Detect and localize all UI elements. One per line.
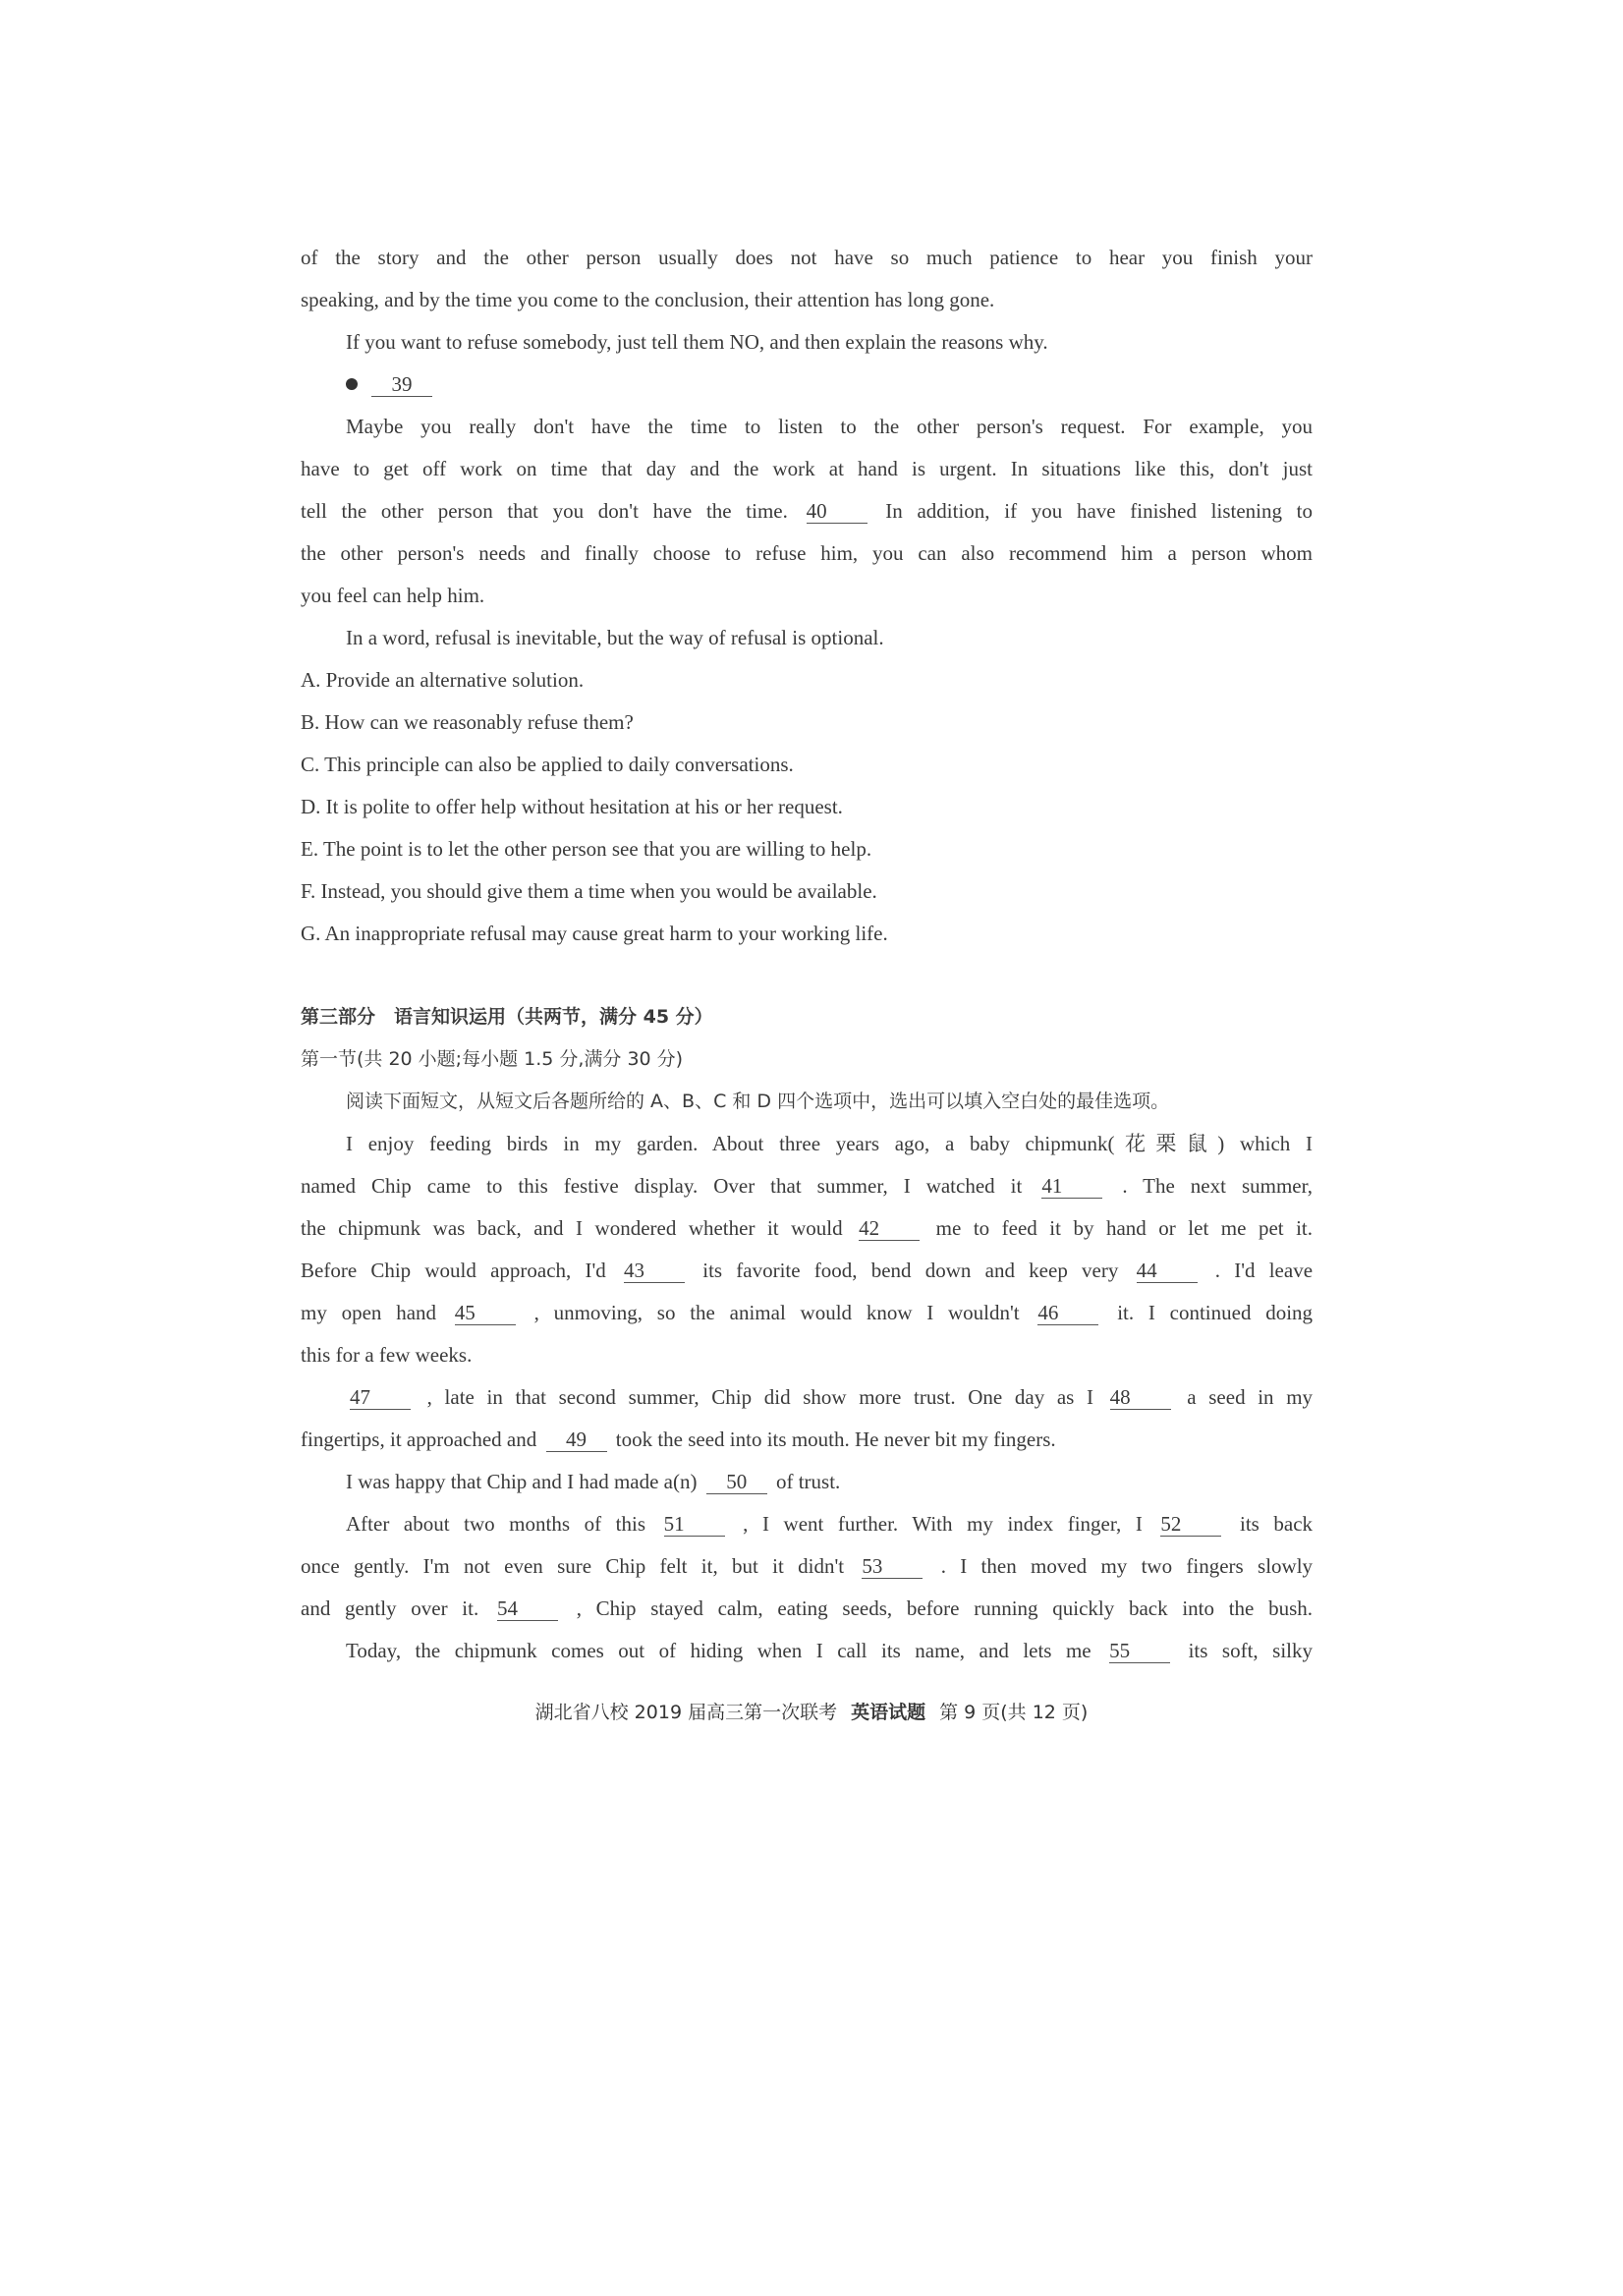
text-fragment: . The next summer, [1122, 1174, 1314, 1198]
option-d: D. It is polite to offer help without hesitation at his or her request. [301, 795, 843, 818]
text-fragment: fingertips, it approached and [301, 1428, 537, 1451]
cloze-line [346, 1467, 1358, 1496]
text-fragment: took the seed into its mouth. He never bit my fingers. [615, 1428, 1056, 1451]
text-fragment: its favorite food, bend down and keep very [702, 1259, 1119, 1282]
text-fragment: my open hand [301, 1301, 437, 1324]
text-fragment: and gently over it. [301, 1596, 479, 1620]
text-fragment: it. I continued doing [1117, 1301, 1314, 1324]
blank-42: 42 [859, 1216, 920, 1241]
cloze-line [301, 1171, 1313, 1201]
blank-40: 40 [807, 499, 867, 524]
passage-line: of the story and the other person usually does not have so much patience to hear you finish your [301, 246, 1313, 269]
blank-47: 47 [350, 1385, 411, 1410]
text-fragment: of trust. [775, 1470, 841, 1493]
blank-51: 51 [664, 1512, 725, 1537]
option-e: E. The point is to let the other person see that you are willing to help. [301, 837, 872, 861]
cloze-line [346, 1636, 1313, 1665]
text-fragment: Today, the chipmunk comes out of hiding when I call its name, and lets me [346, 1639, 1091, 1662]
section-heading: 第三部分 语言知识运用（共两节，满分 45 分） [301, 1006, 713, 1028]
option-f: F. Instead, you should give them a time when you would be available. [301, 879, 877, 903]
cloze-line [346, 1509, 1313, 1539]
bullet-icon [346, 378, 358, 390]
cloze-line [301, 1551, 1313, 1581]
passage-line: have to get off work on time that day and the work at hand is urgent. In situations like this, don't just [301, 457, 1313, 480]
blank-55: 55 [1109, 1639, 1170, 1663]
cloze-line [301, 1213, 1313, 1243]
blank-45: 45 [455, 1301, 516, 1325]
cloze-line [301, 1298, 1313, 1327]
cloze-line [301, 1425, 1313, 1454]
blank-44: 44 [1137, 1259, 1198, 1283]
text-fragment: me to feed it by hand or let me pet it. [935, 1216, 1314, 1240]
cloze-line [301, 1256, 1313, 1285]
cloze-line [301, 1594, 1313, 1623]
blank-43: 43 [624, 1259, 685, 1283]
cloze-line: I enjoy feeding birds in my garden. About three years ago, a baby chipmunk(花栗鼠) which I [346, 1132, 1313, 1155]
text-fragment: once gently. I'm not even sure Chip felt it, but it didn't [301, 1554, 845, 1578]
blank-49: 49 [546, 1428, 607, 1452]
option-b: B. How can we reasonably refuse them? [301, 710, 634, 734]
section-instruction: 阅读下面短文，从短文后各题所给的 A、B、C 和 D 四个选项中，选出可以填入空白处的最佳选项。 [346, 1091, 1170, 1112]
passage-line: the other person's needs and finally choose to refuse him, you can also recommend him a person whom [301, 541, 1313, 565]
page-footer [0, 1698, 1623, 1724]
exam-name: 湖北省八校 2019 届高三第一次联考 [534, 1702, 838, 1723]
passage-line: speaking, and by the time you come to the conclusion, their attention has long gone. [301, 288, 995, 311]
passage-line: you feel can help him. [301, 584, 485, 607]
text-fragment: its soft, silky [1188, 1639, 1313, 1662]
passage-line: If you want to refuse somebody, just tell them NO, and then explain the reasons why. [346, 330, 1048, 354]
text-fragment: In addition, if you have finished listening to [885, 499, 1314, 523]
text-fragment: the chipmunk was back, and I wondered whether it would [301, 1216, 843, 1240]
blank-52: 52 [1160, 1512, 1221, 1537]
text-fragment: Before Chip would approach, I'd [301, 1259, 606, 1282]
blank-39: 39 [371, 372, 432, 397]
blank-41: 41 [1041, 1174, 1102, 1199]
text-fragment: its back [1239, 1512, 1314, 1536]
text-fragment: , unmoving, so the animal would know I wouldn't [533, 1301, 1020, 1324]
text-fragment: , Chip stayed calm, eating seeds, before running quickly back into the bush. [576, 1596, 1314, 1620]
text-fragment: , late in that second summer, Chip did show more trust. One day as I [426, 1385, 1093, 1409]
option-c: C. This principle can also be applied to daily conversations. [301, 753, 794, 776]
passage-line: In a word, refusal is inevitable, but the way of refusal is optional. [346, 626, 884, 649]
option-a: A. Provide an alternative solution. [301, 668, 585, 692]
text-fragment: I was happy that Chip and I had made a(n) [346, 1470, 698, 1493]
blank-50: 50 [706, 1470, 767, 1494]
passage-line [301, 496, 1313, 526]
section-subheading: 第一节(共 20 小题;每小题 1.5 分,满分 30 分) [301, 1048, 684, 1070]
cloze-line: this for a few weeks. [301, 1343, 473, 1367]
text-fragment: , I went further. With my index finger, I [743, 1512, 1143, 1536]
passage-line: Maybe you really don't have the time to listen to the other person's request. For example, you [346, 415, 1313, 438]
text-fragment: After about two months of this [346, 1512, 645, 1536]
blank-53: 53 [862, 1554, 923, 1579]
text-fragment: . I then moved my two fingers slowly [940, 1554, 1314, 1578]
text-fragment: a seed in my [1187, 1385, 1314, 1409]
text-fragment: named Chip came to this festive display. Over that summer, I watched it [301, 1174, 1023, 1198]
cloze-line [346, 1382, 1313, 1412]
option-g: G. An inappropriate refusal may cause great harm to your working life. [301, 922, 888, 945]
text-fragment: tell the other person that you don't have the time. [301, 499, 788, 523]
subject-name: 英语试题 [851, 1702, 926, 1723]
blank-46: 46 [1037, 1301, 1098, 1325]
blank-48: 48 [1110, 1385, 1171, 1410]
heading-blank-39 [346, 369, 1358, 399]
page-number: 第 9 页(共 12 页) [939, 1702, 1089, 1723]
text-fragment: . I'd leave [1214, 1259, 1314, 1282]
blank-54: 54 [497, 1596, 558, 1621]
